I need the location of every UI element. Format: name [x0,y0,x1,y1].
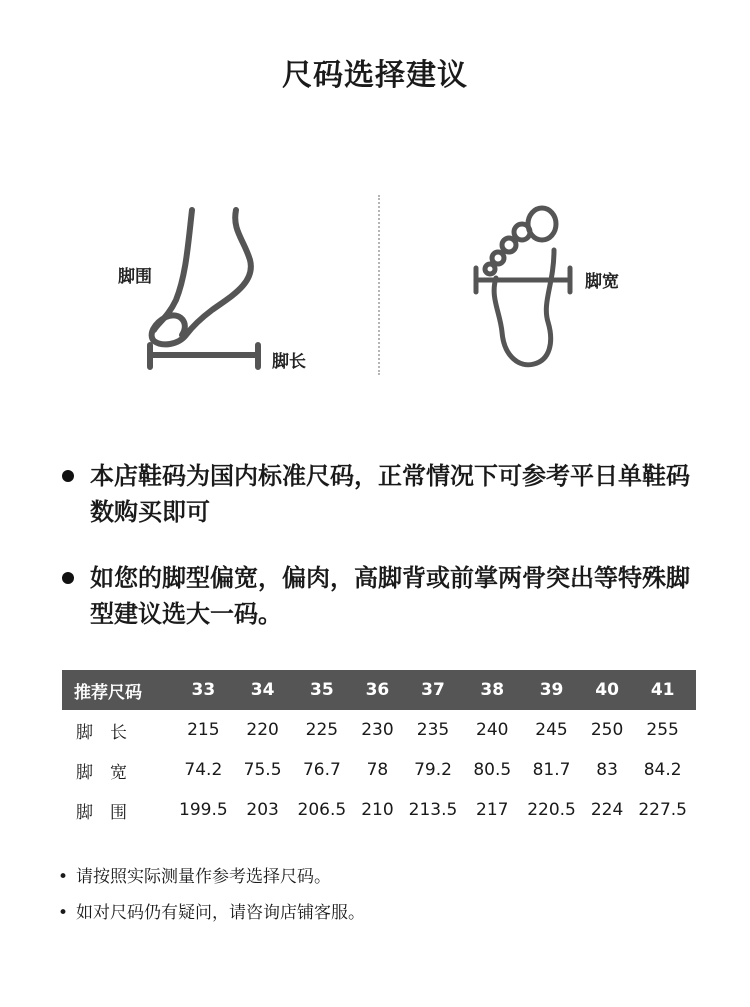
size-header-cell: 39 [518,670,585,710]
table-cell: 245 [535,720,568,740]
table-cell: 206.5 [297,800,347,820]
table-cell: 74.2 [184,760,223,780]
table-cell: 203 [246,800,279,820]
table-cell: 81.7 [532,760,571,780]
row-label-foot-width: 脚 宽 [76,762,127,783]
table-cell: 79.2 [414,760,452,780]
size-header-cell: 41 [629,670,696,710]
table-cell: 220.5 [527,800,576,820]
table-cell: 199.5 [179,800,228,820]
foot-side-illustration [140,205,280,375]
page-title: 尺码选择建议 [282,58,468,93]
girth-label: 脚围 [118,267,152,287]
table-cell: 83 [596,760,618,780]
size-table-header-row [62,670,696,710]
footer-note-contact [58,898,365,923]
footer-note-text: 如对尺码仍有疑问，请咨询店铺客服。 [76,903,365,923]
row-label-foot-length: 脚 长 [76,722,127,743]
table-cell: 76.7 [302,760,341,780]
size-header-cell: 35 [289,670,356,710]
table-cell: 255 [646,720,679,740]
table-cell: 230 [361,720,394,740]
footer-note-measure [58,862,331,887]
note-standard-size [62,458,700,530]
table-cell: 235 [416,720,450,740]
table-cell: 75.5 [243,760,282,780]
bullet-icon [62,572,74,584]
bullet-icon: • [58,903,69,923]
table-cell: 240 [476,720,509,740]
width-label: 脚宽 [585,272,619,292]
diagram-divider [378,195,380,375]
size-header-cell: 38 [466,670,518,710]
footer-note-text: 请按照实际测量作参考选择尺码。 [76,867,331,887]
size-table-header-label: 推荐尺码 [62,670,170,710]
foot-measurement-diagram [0,190,750,390]
table-cell: 80.5 [473,760,512,780]
size-header-cell: 37 [400,670,467,710]
foot-top-illustration [470,202,580,377]
length-label: 脚长 [272,352,306,372]
size-header-cell: 34 [237,670,289,710]
row-label-foot-girth: 脚 围 [76,802,127,823]
table-row [62,750,696,790]
size-header-cell: 36 [355,670,399,710]
table-cell: 227.5 [638,800,687,820]
table-cell: 210 [361,800,394,820]
bullet-icon: • [58,867,69,887]
table-cell: 224 [590,800,624,820]
table-cell: 225 [305,720,339,740]
table-cell: 217 [476,800,509,820]
note-text: 本店鞋码为国内标准尺码，正常情况下可参考平日单鞋码数购买即可 [90,462,690,526]
table-cell: 215 [187,720,220,740]
table-cell: 78 [366,760,389,780]
size-header-cell: 33 [170,670,237,710]
table-cell: 84.2 [643,760,682,780]
table-cell: 220 [246,720,279,740]
size-table [62,670,696,830]
bullet-icon [62,470,74,482]
size-header-cell: 40 [585,670,629,710]
note-wide-foot [62,560,700,632]
table-row [62,790,696,830]
table-cell: 213.5 [408,800,458,820]
table-cell: 250 [590,720,624,740]
note-text: 如您的脚型偏宽，偏肉，高脚背或前掌两骨突出等特殊脚型建议选大一码。 [90,564,690,628]
table-row [62,710,696,750]
